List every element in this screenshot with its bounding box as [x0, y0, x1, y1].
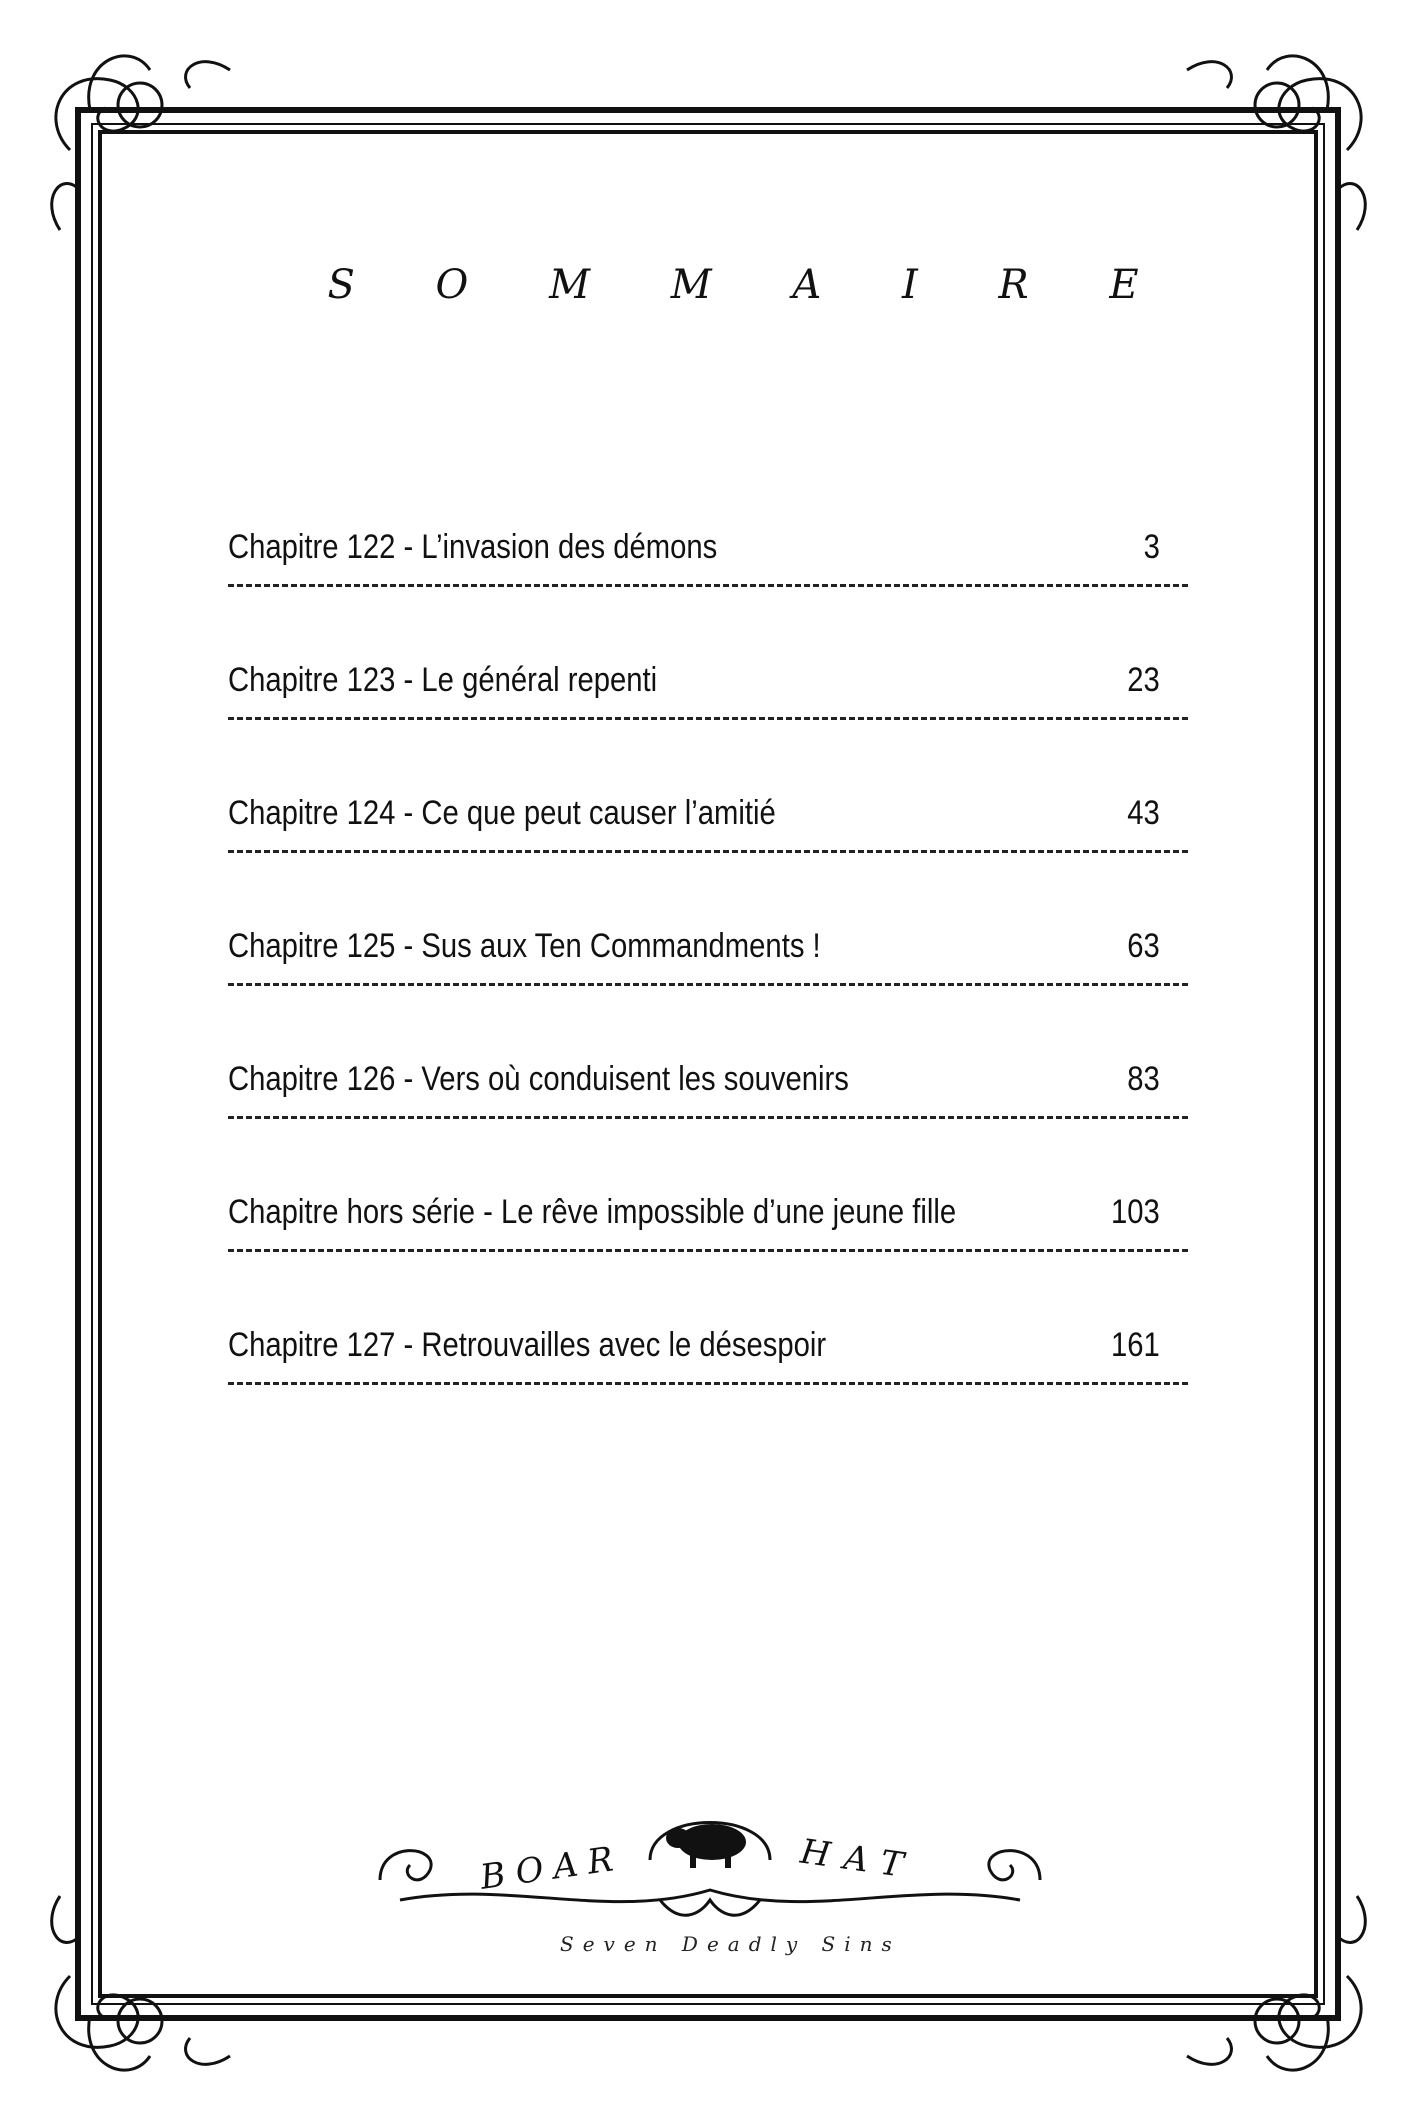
toc-entry-page: 63 — [1127, 927, 1160, 965]
toc-entry-page: 83 — [1127, 1060, 1160, 1098]
toc-entry — [228, 1326, 1188, 1459]
toc-entry-page: 23 — [1127, 661, 1160, 699]
toc-entry-title: Chapitre 125 - Sus aux Ten Commandments ! — [228, 927, 821, 965]
boar-icon — [666, 1824, 746, 1868]
dashed-leader — [228, 850, 1188, 853]
toc-entry-title: Chapitre 123 - Le général repenti — [228, 661, 658, 699]
toc-entry — [228, 794, 1188, 927]
dashed-leader — [228, 584, 1188, 587]
toc-entry-title: Chapitre hors série - Le rêve impossible d’une jeune fille — [228, 1193, 957, 1231]
toc-entry-title: Chapitre 126 - Vers où conduisent les souvenirs — [228, 1060, 849, 1098]
toc-entry-title: Chapitre 124 - Ce que peut causer l’amitié — [228, 794, 776, 832]
dashed-leader — [228, 717, 1188, 720]
dashed-leader — [228, 1382, 1188, 1385]
dashed-leader — [228, 1249, 1188, 1252]
toc-entry — [228, 661, 1188, 794]
table-of-contents — [228, 528, 1188, 1459]
dashed-leader — [228, 983, 1188, 986]
page-title: S O M M A I R E — [327, 262, 1173, 308]
toc-entry-page: 43 — [1127, 794, 1160, 832]
logo-subtitle: Seven Deadly Sins — [560, 1932, 901, 1956]
logo-left-word: BOAR — [477, 1838, 626, 1898]
toc-entry — [228, 1193, 1188, 1326]
toc-entry — [228, 1060, 1188, 1193]
toc-entry-page: 3 — [1143, 528, 1160, 566]
toc-entry-page: 161 — [1111, 1326, 1160, 1364]
logo-right-word: HAT — [798, 1831, 920, 1888]
toc-entry-title: Chapitre 127 - Retrouvailles avec le désespoir — [228, 1326, 827, 1364]
toc-entry-title: Chapitre 122 - L’invasion des démons — [228, 528, 718, 566]
toc-entry — [228, 528, 1188, 661]
toc-entry-page: 103 — [1111, 1193, 1160, 1231]
toc-entry — [228, 927, 1188, 1060]
dashed-leader — [228, 1116, 1188, 1119]
